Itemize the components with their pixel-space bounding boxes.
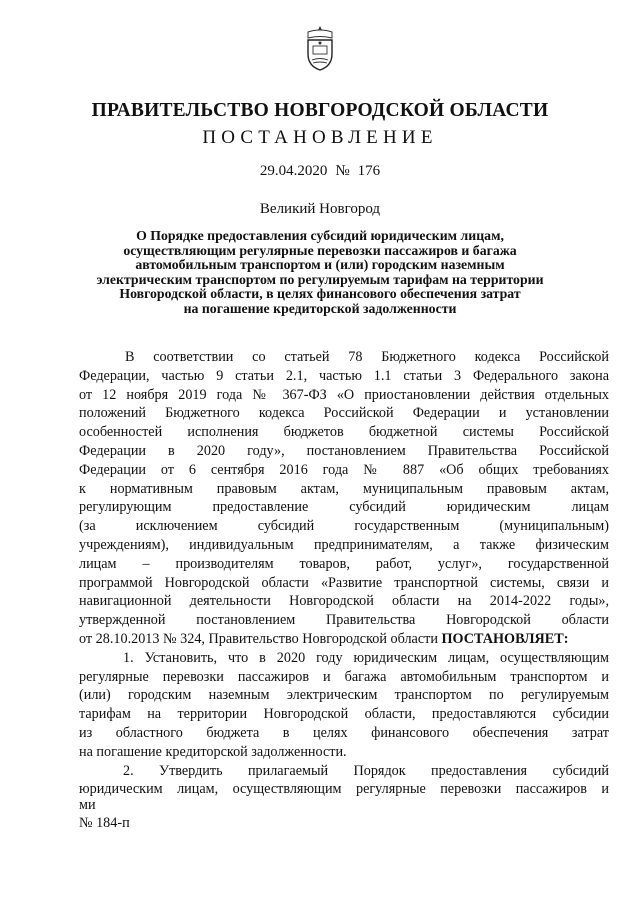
footer-registration-number: № 184-п [79,815,130,831]
item-1-paragraph [79,649,609,762]
resolution-verb: ПОСТАНОВЛЯЕТ: [441,630,569,647]
preamble-line: особенностей исполнения бюджетов бюджетной системы Российской [79,424,609,441]
subject-line: Новгородской области, в целях финансового обеспечения затрат [119,286,521,302]
document-date: 29.04.2020 [259,163,328,179]
preamble-line: программой Новгородской области «Развитие транспортной системы, связи и [79,574,609,591]
item-1-line: на погашение кредиторской задолженности. [79,743,347,760]
preamble-line-text: от 28.10.2013 № 324, Правительство Новгородской области [79,630,438,647]
date-number-line [0,163,640,180]
item-1-line: из областного бюджета в целях финансового обеспечения затрат [79,724,609,741]
item-2-line: 2. Утвердить прилагаемый Порядок предоставления субсидий [123,762,609,779]
organization-title: ПРАВИТЕЛЬСТВО НОВГОРОДСКОЙ ОБЛАСТИ [91,100,549,121]
preamble-line: утвержденной постановлением Правительства Новгородской области [79,612,609,629]
subject-line: автомобильным транспортом и (или) городским наземным [135,257,505,273]
preamble-line: к нормативным правовым актам, муниципальным правовым актам, [79,480,609,497]
item-2-line: ми [79,797,96,814]
preamble-line: лицам – производителям товаров, работ, услуг», государственной [79,555,609,572]
preamble-final-line [79,630,609,649]
preamble-line: от 12 ноября 2019 года № 367-ФЗ «О приостановлении действия отдельных [79,386,609,403]
preamble-line: Федерации в 2020 году», постановлением Правительства Российской [79,442,609,459]
preamble-line: Федерации от 6 сентября 2016 года № 887 «Об общих требованиях [79,461,609,478]
preamble-line: В соответствии со статьей 78 Бюджетного кодекса Российской [125,349,609,365]
preamble-line: положений Бюджетного кодекса Российской Федерации и установлении [79,405,609,422]
subject-line: О Порядке предоставления субсидий юридическим лицам, [136,228,504,243]
coat-of-arms-icon [302,24,338,72]
preamble-line: (за исключением субсидий государственным (муниципальным) [79,518,609,535]
subject-line: на погашение кредиторской задолженности [183,300,457,316]
preamble-line: учреждениям), индивидуальным предпринимателям, а также физическим [79,536,609,553]
subject-line: электрическим транспортом по регулируемым тарифам на территории [96,271,544,287]
item-1-line: (или) городским наземным электрическим транспортом по регулируемым [79,687,609,704]
subject-line: осуществляющим регулярные перевозки пассажиров и багажа [123,242,517,258]
preamble-line: навигационной деятельности Новгородской области на 2014-2022 годы», [79,593,609,610]
item-1-line: регулярные перевозки пассажиров и багажа автомобильным транспортом и [79,668,609,685]
preamble-line: Федерации, частью 9 статьи 2.1, частью 1.1 статьи 3 Федерального закона [79,367,609,384]
item-2-line: юридическим лицам, осуществляющим регулярные перевозки пассажиров и [79,781,609,798]
item-1-line: тарифам на территории Новгородской области, предоставляются субсидии [79,706,609,723]
document-body [79,348,609,814]
document-subject [90,229,550,317]
item-2-paragraph [79,762,609,812]
document-type: ПОСТАНОВЛЕНИЕ [202,127,438,148]
city: Великий Новгород [259,201,381,217]
preamble-paragraph [79,348,609,649]
item-1-line: 1. Установить, что в 2020 году юридическим лицам, осуществляющим [123,649,609,666]
number-sign: № [335,163,350,179]
preamble-line: регулирующим предоставление субсидий юридическим лицам [79,499,609,516]
document-number: 176 [357,163,381,179]
